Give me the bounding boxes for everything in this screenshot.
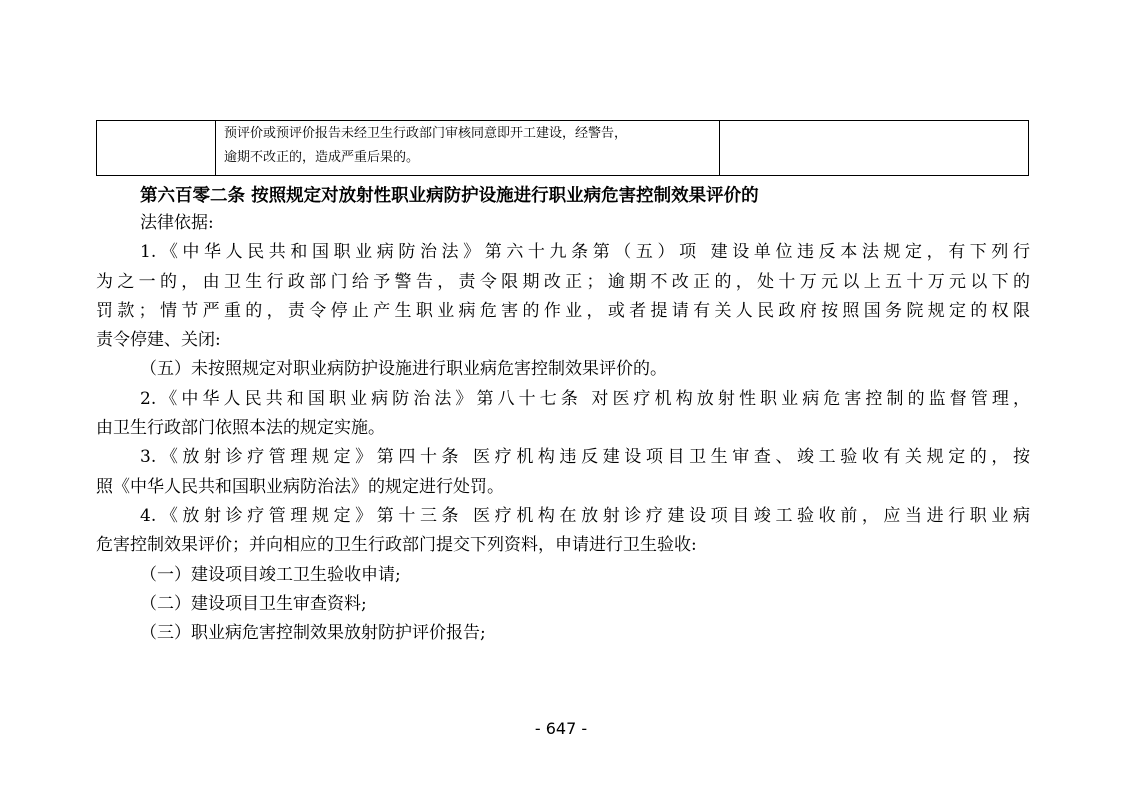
list-item: （五）未按照规定对职业病防护设施进行职业病危害控制效果评价的。 xyxy=(140,359,667,380)
paragraph-line: 4.《放射诊疗管理规定》第十三条 医疗机构在放射诊疗建设项目竣工验收前，应当进行职业病 xyxy=(140,505,1030,526)
paragraph-line: 照《中华人民共和国职业病防治法》的规定进行处罚。 xyxy=(96,476,504,497)
paragraph-line: 1.《中华人民共和国职业病防治法》第六十九条第（五）项 建设单位违反本法规定，有下列行 xyxy=(140,242,1030,263)
table-row xyxy=(97,121,1029,176)
table-cell-empty xyxy=(97,121,216,176)
section-heading: 第六百零二条 按照规定对放射性职业病防护设施进行职业病危害控制效果评价的 xyxy=(140,186,759,206)
paragraph-line: 3.《放射诊疗管理规定》第四十条 医疗机构违反建设项目卫生审查、竣工验收有关规定的，按 xyxy=(140,447,1030,468)
table-cell-empty xyxy=(720,121,1029,176)
list-item: （一）建设项目竣工卫生验收申请; xyxy=(140,564,401,585)
list-item: （二）建设项目卫生审查资料; xyxy=(140,593,367,614)
list-item: （三）职业病危害控制效果放射防护评价报告; xyxy=(140,623,486,644)
page-number: - 647 - xyxy=(534,719,588,738)
table-cell-description xyxy=(216,121,720,176)
table-cell-line: 逾期不改正的，造成严重后果的。 xyxy=(224,150,420,165)
paragraph-line: 危害控制效果评价；并向相应的卫生行政部门提交下列资料，申请进行卫生验收: xyxy=(96,535,697,556)
penalty-table-fragment xyxy=(96,120,1029,176)
paragraph-line: 为之一的，由卫生行政部门给予警告，责令限期改正；逾期不改正的，处十万元以上五十万元以下的 xyxy=(96,271,1030,292)
section-body xyxy=(96,209,1030,648)
legal-basis-label: 法律依据: xyxy=(140,213,214,233)
table-cell-line: 预评价或预评价报告未经卫生行政部门审核同意即开工建设，经警告， xyxy=(224,126,628,141)
paragraph-line: 罚款；情节严重的，责令停止产生职业病危害的作业，或者提请有关人民政府按照国务院规定的权限 xyxy=(96,300,1030,321)
paragraph-line: 责令停建、关闭: xyxy=(96,330,221,351)
paragraph-line: 由卫生行政部门依照本法的规定实施。 xyxy=(96,418,385,439)
paragraph-line: 2.《中华人民共和国职业病防治法》第八十七条 对医疗机构放射性职业病危害控制的监督管理， xyxy=(140,388,1030,409)
